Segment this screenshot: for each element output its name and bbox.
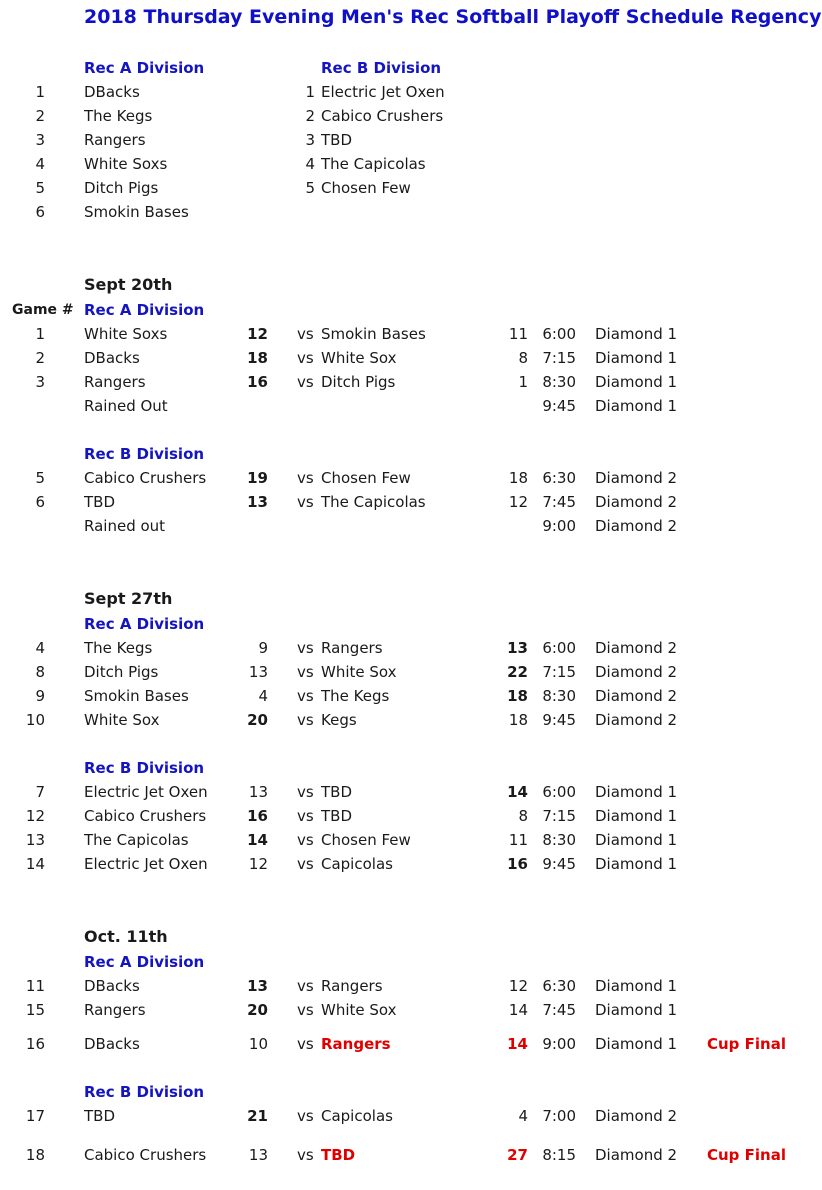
game-number: 5 <box>35 469 45 487</box>
game-time: 7:15 <box>542 807 576 825</box>
game-time: 7:15 <box>542 349 576 367</box>
field-name: Diamond 2 <box>595 1107 678 1125</box>
away-team: White Sox <box>321 663 397 681</box>
game-time: 9:45 <box>542 711 576 729</box>
home-team: Rangers <box>84 1001 146 1019</box>
away-score: 14 <box>507 1035 528 1053</box>
game-number: 1 <box>35 325 45 343</box>
home-score: 13 <box>247 493 268 511</box>
rec-b-team: The Capicolas <box>321 155 426 173</box>
home-team: Rained out <box>84 517 166 535</box>
home-score: 9 <box>258 639 268 657</box>
game-number: 3 <box>35 373 45 391</box>
field-name: Diamond 1 <box>595 807 678 825</box>
away-score: 12 <box>508 977 528 995</box>
versus-label: vs <box>297 1001 314 1019</box>
rec-a-team: Rangers <box>84 131 146 149</box>
field-name: Diamond 2 <box>595 493 678 511</box>
versus-label: vs <box>297 1035 314 1053</box>
home-team: Electric Jet Oxen <box>84 855 208 873</box>
field-name: Diamond 2 <box>595 711 678 729</box>
field-name: Diamond 2 <box>595 469 678 487</box>
home-team: Cabico Crushers <box>84 807 207 825</box>
rec-a-team: Ditch Pigs <box>84 179 159 197</box>
away-team: Capicolas <box>321 855 393 873</box>
rec-a-team: White Soxs <box>84 155 168 173</box>
away-team: Rangers <box>321 977 383 995</box>
versus-label: vs <box>297 1146 314 1164</box>
away-team: White Sox <box>321 1001 397 1019</box>
game-number: 12 <box>25 807 45 825</box>
game-number: 14 <box>25 855 45 873</box>
rec-a-seed: 5 <box>35 179 45 197</box>
away-score: 8 <box>518 349 528 367</box>
versus-label: vs <box>297 807 314 825</box>
away-team: White Sox <box>321 349 397 367</box>
home-team: Cabico Crushers <box>84 469 207 487</box>
home-team: Electric Jet Oxen <box>84 783 208 801</box>
versus-label: vs <box>297 349 314 367</box>
home-team: TBD <box>84 1107 116 1125</box>
rec-a-team: Smokin Bases <box>84 203 189 221</box>
home-team: Cabico Crushers <box>84 1146 207 1164</box>
game-number: 7 <box>35 783 45 801</box>
game-time: 9:45 <box>542 397 576 415</box>
home-score: 10 <box>248 1035 268 1053</box>
away-team: Smokin Bases <box>321 325 426 343</box>
game-time: 7:45 <box>542 493 576 511</box>
division-header: Rec A Division <box>84 615 205 633</box>
rec-b-seed: 5 <box>305 179 315 197</box>
away-score: 4 <box>518 1107 528 1125</box>
away-score: 14 <box>508 1001 528 1019</box>
field-name: Diamond 1 <box>595 831 678 849</box>
home-score: 13 <box>248 1146 268 1164</box>
away-score: 18 <box>507 687 528 705</box>
game-time: 6:30 <box>542 469 576 487</box>
rec-b-seed: 3 <box>305 131 315 149</box>
away-score: 18 <box>508 469 528 487</box>
rec-b-standings-header: Rec B Division <box>321 59 442 77</box>
home-team: The Capicolas <box>84 831 189 849</box>
game-number: 15 <box>25 1001 45 1019</box>
division-header: Rec B Division <box>84 759 205 777</box>
game-number: 11 <box>25 977 45 995</box>
away-score: 14 <box>507 783 528 801</box>
rec-b-team: Chosen Few <box>321 179 411 197</box>
home-team: DBacks <box>84 1035 140 1053</box>
rec-a-seed: 6 <box>35 203 45 221</box>
rec-a-seed: 2 <box>35 107 45 125</box>
rec-a-team: DBacks <box>84 83 140 101</box>
away-team: Chosen Few <box>321 469 411 487</box>
home-score: 13 <box>248 663 268 681</box>
game-time: 8:30 <box>542 831 576 849</box>
rec-a-team: The Kegs <box>84 107 153 125</box>
away-team: TBD <box>321 783 353 801</box>
field-name: Diamond 1 <box>595 325 678 343</box>
away-score: 8 <box>518 807 528 825</box>
division-header: Rec B Division <box>84 1083 205 1101</box>
versus-label: vs <box>297 663 314 681</box>
home-score: 20 <box>247 1001 268 1019</box>
game-number: 4 <box>35 639 45 657</box>
section-date: Sept 20th <box>84 275 173 294</box>
home-score: 21 <box>247 1107 268 1125</box>
field-name: Diamond 2 <box>595 639 678 657</box>
home-team: DBacks <box>84 349 140 367</box>
section-date: Sept 27th <box>84 589 173 608</box>
home-score: 20 <box>247 711 268 729</box>
rec-b-team: TBD <box>321 131 353 149</box>
division-header: Rec A Division <box>84 301 205 319</box>
home-score: 13 <box>248 783 268 801</box>
game-time: 6:00 <box>542 325 576 343</box>
home-team: White Soxs <box>84 325 168 343</box>
rec-b-seed: 4 <box>305 155 315 173</box>
home-score: 14 <box>247 831 268 849</box>
versus-label: vs <box>297 639 314 657</box>
away-score: 11 <box>508 325 528 343</box>
away-score: 1 <box>518 373 528 391</box>
division-header: Rec A Division <box>84 953 205 971</box>
game-number: 6 <box>35 493 45 511</box>
away-team: Rangers <box>321 639 383 657</box>
rec-a-seed: 1 <box>35 83 45 101</box>
rec-b-team: Electric Jet Oxen <box>321 83 445 101</box>
home-team: Rained Out <box>84 397 168 415</box>
away-team: Ditch Pigs <box>321 373 396 391</box>
away-team: Kegs <box>321 711 357 729</box>
away-score: 16 <box>507 855 528 873</box>
away-score: 12 <box>508 493 528 511</box>
game-time: 9:00 <box>542 517 576 535</box>
field-name: Diamond 1 <box>595 373 678 391</box>
game-time: 8:15 <box>542 1146 576 1164</box>
game-time: 7:45 <box>542 1001 576 1019</box>
game-time: 6:30 <box>542 977 576 995</box>
away-team: The Capicolas <box>321 493 426 511</box>
away-team: TBD <box>321 807 353 825</box>
home-team: TBD <box>84 493 116 511</box>
field-name: Diamond 1 <box>595 977 678 995</box>
game-number: 18 <box>25 1146 45 1164</box>
game-time: 8:30 <box>542 687 576 705</box>
home-team: Ditch Pigs <box>84 663 159 681</box>
home-team: The Kegs <box>84 639 153 657</box>
rec-b-seed: 1 <box>305 83 315 101</box>
game-number: 2 <box>35 349 45 367</box>
home-score: 12 <box>247 325 268 343</box>
game-number: 13 <box>25 831 45 849</box>
section-date: Oct. 11th <box>84 927 168 946</box>
game-time: 6:00 <box>542 639 576 657</box>
game-number: 17 <box>25 1107 45 1125</box>
home-score: 16 <box>247 373 268 391</box>
rec-a-seed: 3 <box>35 131 45 149</box>
versus-label: vs <box>297 493 314 511</box>
field-name: Diamond 2 <box>595 663 678 681</box>
cup-final-label: Cup Final <box>707 1035 786 1053</box>
home-score: 19 <box>247 469 268 487</box>
versus-label: vs <box>297 1107 314 1125</box>
home-team: Smokin Bases <box>84 687 189 705</box>
home-score: 16 <box>247 807 268 825</box>
versus-label: vs <box>297 687 314 705</box>
versus-label: vs <box>297 711 314 729</box>
versus-label: vs <box>297 855 314 873</box>
cup-final-label: Cup Final <box>707 1146 786 1164</box>
game-number: 9 <box>35 687 45 705</box>
home-score: 18 <box>247 349 268 367</box>
away-team: Chosen Few <box>321 831 411 849</box>
game-time: 9:45 <box>542 855 576 873</box>
field-name: Diamond 1 <box>595 349 678 367</box>
field-name: Diamond 2 <box>595 1146 678 1164</box>
away-team: TBD <box>321 1146 356 1164</box>
home-score: 4 <box>258 687 268 705</box>
game-number: 16 <box>25 1035 45 1053</box>
rec-a-seed: 4 <box>35 155 45 173</box>
versus-label: vs <box>297 373 314 391</box>
rec-b-team: Cabico Crushers <box>321 107 444 125</box>
field-name: Diamond 2 <box>595 517 678 535</box>
away-score: 11 <box>508 831 528 849</box>
game-time: 7:15 <box>542 663 576 681</box>
division-header: Rec B Division <box>84 445 205 463</box>
page-title: 2018 Thursday Evening Men's Rec Softball Playoff Schedule Regency <box>84 6 822 28</box>
field-name: Diamond 1 <box>595 1001 678 1019</box>
versus-label: vs <box>297 783 314 801</box>
away-team: Capicolas <box>321 1107 393 1125</box>
home-team: Rangers <box>84 373 146 391</box>
away-score: 22 <box>507 663 528 681</box>
versus-label: vs <box>297 469 314 487</box>
versus-label: vs <box>297 831 314 849</box>
versus-label: vs <box>297 325 314 343</box>
away-team: Rangers <box>321 1035 391 1053</box>
home-score: 13 <box>247 977 268 995</box>
away-score: 13 <box>507 639 528 657</box>
rec-b-seed: 2 <box>305 107 315 125</box>
game-number: 10 <box>25 711 45 729</box>
game-time: 8:30 <box>542 373 576 391</box>
game-time: 7:00 <box>542 1107 576 1125</box>
away-team: The Kegs <box>321 687 390 705</box>
field-name: Diamond 1 <box>595 397 678 415</box>
away-score: 18 <box>508 711 528 729</box>
field-name: Diamond 1 <box>595 783 678 801</box>
field-name: Diamond 1 <box>595 855 678 873</box>
field-name: Diamond 2 <box>595 687 678 705</box>
home-score: 12 <box>248 855 268 873</box>
versus-label: vs <box>297 977 314 995</box>
home-team: DBacks <box>84 977 140 995</box>
away-score: 27 <box>507 1146 528 1164</box>
game-number: 8 <box>35 663 45 681</box>
game-time: 6:00 <box>542 783 576 801</box>
game-time: 9:00 <box>542 1035 576 1053</box>
game-number-header: Game # <box>12 302 74 318</box>
rec-a-standings-header: Rec A Division <box>84 59 205 77</box>
home-team: White Sox <box>84 711 160 729</box>
field-name: Diamond 1 <box>595 1035 678 1053</box>
